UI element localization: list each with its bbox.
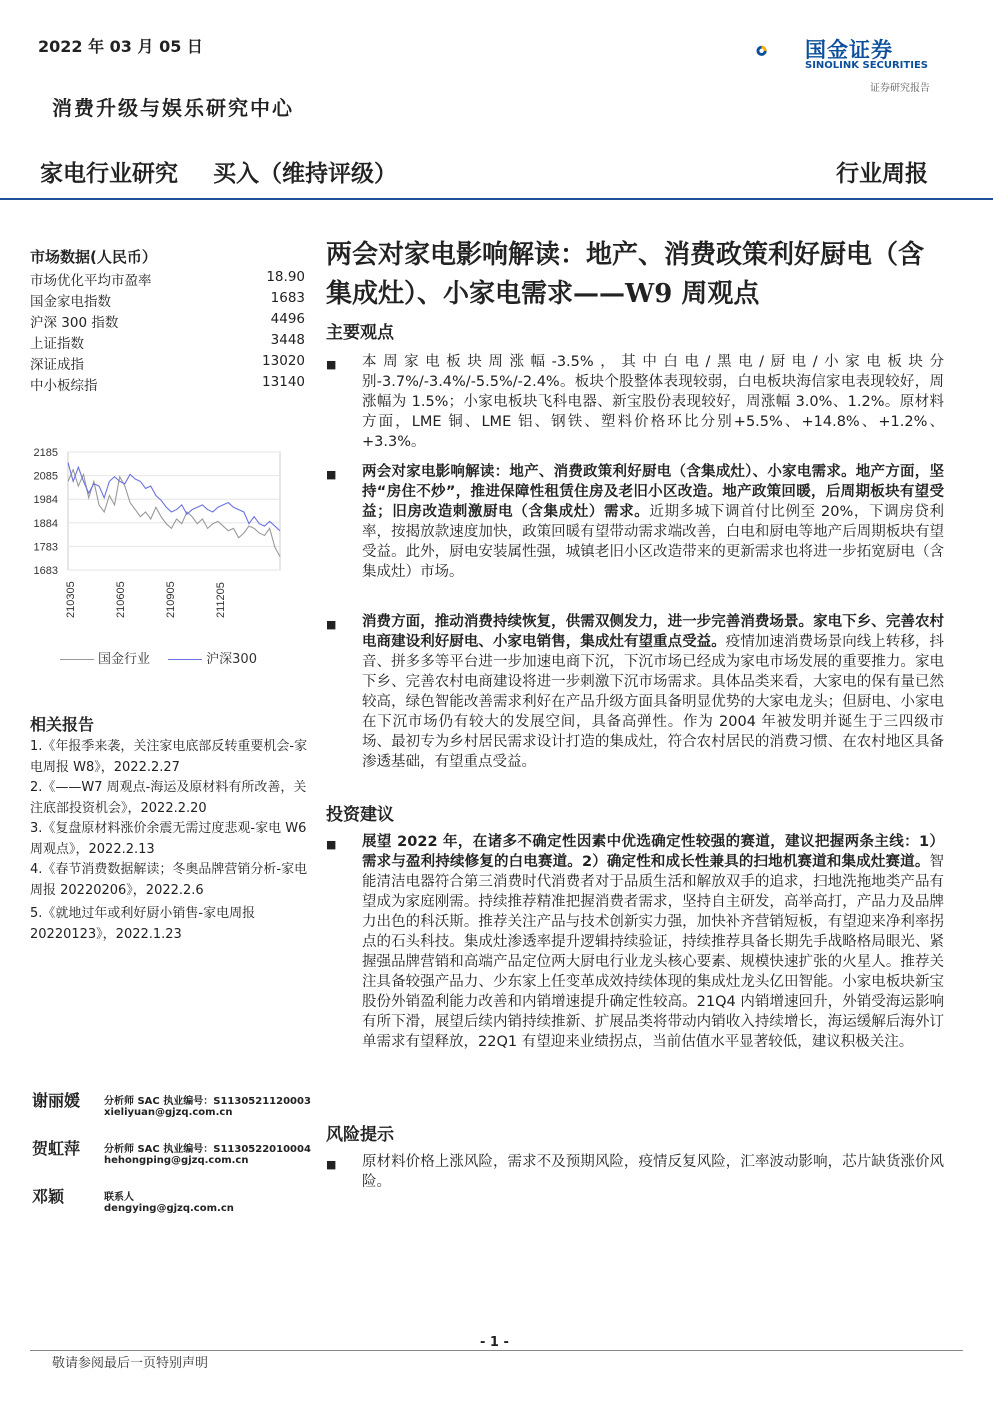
market-row	[30, 353, 307, 374]
section-heading: 风险提示	[326, 1125, 394, 1145]
header-divider	[0, 198, 993, 200]
market-key: 国金家电指数	[30, 294, 111, 310]
industry-label: 家电行业研究	[40, 161, 178, 187]
x-tick-label: 211205	[215, 582, 227, 618]
paragraph-bold-lead: 展望 2022 年，在诸多不确定性因素中优选确定性较强的赛道，建议把握两条主线：1）需求与盈利持续修复的白电赛道。2）确定性和成长性兼具的扫地机赛道和集成灶赛道。	[362, 834, 944, 870]
x-tick-label: 210305	[65, 581, 77, 618]
footer-divider	[30, 1350, 963, 1351]
report-date: 2022 年 03 月 05 日	[38, 37, 203, 56]
bullet-square-icon: ■	[326, 1158, 337, 1171]
market-key: 深证成指	[30, 357, 84, 373]
market-value: 13020	[262, 353, 305, 369]
y-tick-label: 1783	[33, 541, 58, 554]
y-tick-label: 1884	[33, 517, 58, 530]
paragraph-text: 本周家电板块周涨幅-3.5%，其中白电/黑电/厨电/小家电板块分别-3.7%/-3.4%/-5.5%/-2.4%。板块个股整体表现较弱，白电板块海信家电表现较好，周涨幅为 1.5%；小家电板块飞科电器、新宝股份表现较好，周涨幅 3.0%、1.2%。原材料方面，LME 铜、LME 铝、钢铁、塑料价格环比分别+5.5%、+14.8%、+1.2%、+3.3%。	[362, 354, 944, 450]
y-tick-label: 1984	[33, 494, 58, 507]
paragraph-text: 智能清洁电器符合第三消费时代消费者对于品质生活和解放双手的追求，扫地洗拖地类产品有望成为家庭刚需。持续推荐精准把握消费者需求，坚持自主研发，高举高打，产品力及品牌力出色的科沃斯。推荐关注产品与技术创新实力强，加快补齐营销短板，有望迎来净利率拐点的石头科技。集成灶渗透率提升逻辑持续验证，持续推荐具备长期先手战略格局眼光、紧握强品牌营销和高端产品定位两大厨电行业龙头核心要素、规模快速扩张的火星人。推荐关注具备较强产品力、少东家上任变革成效持续体现的集成灶龙头亿田智能。小家电板块新宝股份外销盈利能力改善和内销增速提升确定性较高。21Q4 内销增速回升，外销受海运影响有所下滑，展望后续内销持续推新、扩展品类将带动内销收入持续增长，海运缓解后海外订单需求有望释放，22Q1 有望迎来业绩拐点，当前估值水平显著较低，建议积极关注。	[362, 854, 944, 1050]
report-type: 行业周报	[836, 161, 928, 187]
market-row	[30, 332, 307, 353]
related-report-item[interactable]: 1.《年报季来袭，关注家电底部反转重要机会-家电周报 W8》，2022.2.27	[30, 739, 308, 775]
legend-label: 沪深300	[206, 652, 257, 667]
bullet-square-icon: ■	[326, 618, 337, 631]
paragraph-text: 疫情加速消费场景向线上转移，抖音、拼多多等平台进一步加速电商下沉，下沉市场已经成为家电市场发展的重要推力。家电下乡、完善农村电商建设将进一步刺激下沉市场需求。具体品类来看，大家电的保有量已然较高，绿色智能改善需求利好在产品升级方面具备明显优势的大家电龙头；但厨电、小家电在下沉市场仍有较大的发展空间，具备高弹性。作为 2004 年被发明并诞生于三四级市场、最初专为乡村居民需求设计打造的集成灶，符合农村居民的消费习惯、在农村地区具备渗透基础，有望重点受益。	[362, 634, 944, 770]
y-tick-label: 2085	[33, 470, 58, 483]
market-key: 上证指数	[30, 336, 84, 352]
section-heading: 投资建议	[326, 805, 394, 825]
market-key: 中小板综指	[30, 378, 98, 394]
analyst-email[interactable]: dengying@gjzq.com.cn	[104, 1203, 234, 1214]
logo-name: 国金证券	[805, 38, 893, 62]
rating-label: 买入（维持评级）	[213, 161, 397, 187]
market-value: 13140	[262, 374, 305, 390]
related-report-item[interactable]: 2.《——W7 周观点-海运及原材料有所改善，关注底部投资机会》，2022.2.20	[30, 780, 307, 816]
market-row	[30, 311, 307, 332]
market-row	[30, 269, 307, 290]
related-report-item[interactable]: 3.《复盘原材料涨价余震无需过度悲观-家电 W6 周观点》，2022.2.13	[30, 821, 307, 857]
analyst-name: 谢丽媛	[32, 1091, 81, 1110]
legend-line-industry	[60, 659, 94, 660]
paragraph-bold-lead: 两会对家电影响解读：地产、消费政策利好厨电（含集成灶）、小家电需求。地产方面，坚持“房住不炒”，推进保障性租赁住房及老旧小区改造。地产政策回暖，后周期板块有望受益；旧房改造刺激厨电（含集成灶）需求。	[362, 464, 944, 520]
legend-label: 国金行业	[98, 652, 151, 667]
logo-subtitle: 证券研究报告	[870, 83, 930, 94]
market-key: 市场优化平均市盈率	[30, 273, 152, 289]
series-line-hs300	[68, 463, 280, 531]
report-title: 两会对家电影响解读：地产、消费政策利好厨电（含集成灶）、小家电需求——W9 周观点	[326, 240, 925, 309]
legend-line-hs300	[168, 659, 202, 660]
section-heading: 主要观点	[326, 323, 394, 343]
market-value: 4496	[270, 311, 305, 327]
paragraph-text: 原材料价格上涨风险，需求不及预期风险，疫情反复风险，汇率波动影响，芯片缺货涨价风险。	[362, 1154, 944, 1190]
related-report-item[interactable]: 4.《春节消费数据解读；冬奥品牌营销分析-家电周报 20220206》，2022.2.6	[30, 862, 308, 898]
series-line-industry	[68, 470, 280, 557]
analyst-email[interactable]: hehongping@gjzq.com.cn	[104, 1155, 249, 1166]
market-value: 18.90	[266, 269, 305, 285]
x-tick-label: 210905	[165, 581, 177, 618]
research-center: 消费升级与娱乐研究中心	[52, 96, 294, 120]
page-number: - 1 -	[480, 1335, 509, 1350]
market-value: 1683	[270, 290, 305, 306]
market-row	[30, 374, 307, 395]
analyst-sac-number: 分析师 SAC 执业编号：S1130521120003	[104, 1096, 311, 1107]
analyst-sac-number: 分析师 SAC 执业编号：S1130522010004	[104, 1144, 311, 1155]
related-report-item[interactable]: 5.《就地过年或利好厨小销售-家电周报 20220123》，2022.1.23	[30, 906, 256, 942]
y-tick-label: 1683	[33, 565, 58, 577]
bullet-square-icon: ■	[326, 838, 337, 851]
logo-english: SINOLINK SECURITIES	[805, 60, 928, 71]
related-reports-title: 相关报告	[30, 715, 95, 734]
market-data-title: 市场数据(人民币）	[30, 248, 157, 266]
analyst-email[interactable]: xieliyuan@gjzq.com.cn	[104, 1107, 233, 1118]
paragraph-text: 近期多城下调首付比例至 20%，下调房贷利率，按揭放款速度加快，政策回暖有望带动需求端改善，白电和厨电等地产后周期板块有望受益。此外，厨电安装属性强，城镇老旧小区改造带来的更新需求也将进一步拓宽厨电（含集成灶）市场。	[362, 504, 944, 580]
y-tick-label: 2185	[33, 447, 58, 459]
analyst-role: 联系人	[104, 1192, 134, 1203]
footer-disclaimer: 敬请参阅最后一页特别声明	[52, 1356, 209, 1371]
market-value: 3448	[270, 332, 305, 348]
analyst-name: 贺虹萍	[32, 1139, 81, 1158]
x-tick-label: 210605	[115, 581, 127, 618]
bullet-square-icon: ■	[326, 468, 337, 481]
paragraph-bold-lead: 消费方面，推动消费持续恢复，供需双侧发力，进一步完善消费场景。家电下乡、完善农村电商建设利好厨电、小家电销售，集成灶有望重点受益。	[362, 614, 944, 650]
index-line-chart	[28, 440, 288, 630]
market-row	[30, 290, 307, 311]
analyst-name: 邓颖	[32, 1187, 65, 1206]
sinolink-logo-icon	[756, 30, 802, 76]
chart-legend	[60, 648, 257, 667]
bullet-square-icon: ■	[326, 358, 337, 371]
market-key: 沪深 300 指数	[30, 315, 119, 331]
